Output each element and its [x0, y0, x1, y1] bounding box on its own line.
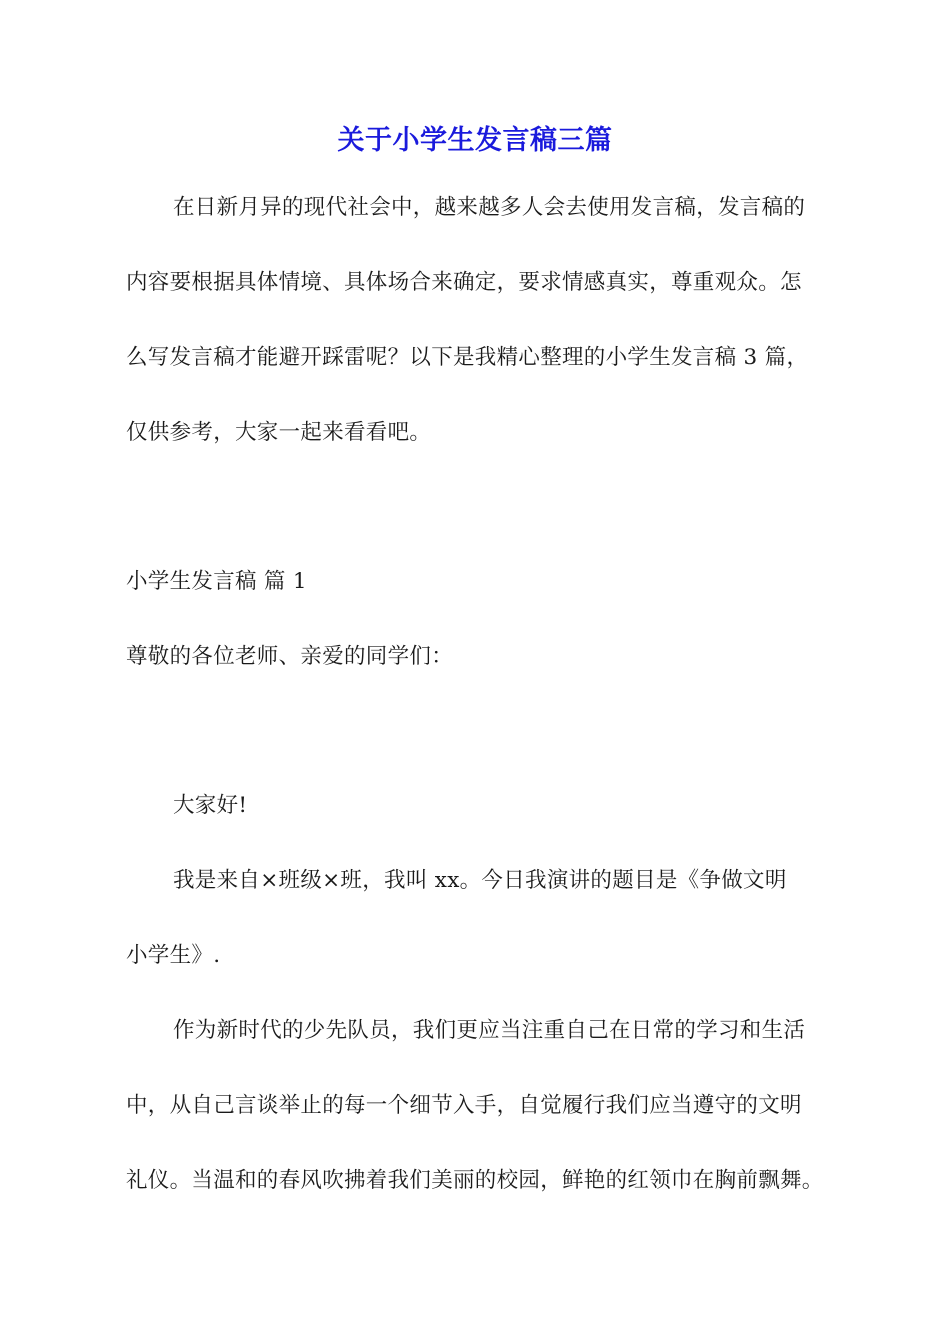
document-title: 关于小学生发言稿三篇: [337, 125, 613, 156]
section-heading: 小学生发言稿 篇 1: [126, 569, 307, 594]
intro-line-3: 么写发言稿才能避开踩雷呢？以下是我精心整理的小学生发言稿 3 篇，: [126, 345, 809, 370]
intro-line-1: 在日新月异的现代社会中，越来越多人会去使用发言稿，发言稿的: [173, 195, 806, 220]
body-line-1: 我是来自×班级×班，我叫 xx。今日我演讲的题目是《争做文明: [173, 868, 787, 893]
body-line-5: 礼仪。当温和的春风吹拂着我们美丽的校园，鲜艳的红领巾在胸前飘舞。: [126, 1168, 824, 1193]
intro-line-2: 内容要根据具体情境、具体场合来确定，要求情感真实，尊重观众。怎: [126, 270, 802, 295]
intro-line-4: 仅供参考，大家一起来看看吧。: [126, 420, 432, 445]
body-line-4: 中，从自己言谈举止的每一个细节入手，自觉履行我们应当遵守的文明: [126, 1093, 802, 1118]
body-line-2: 小学生》.: [126, 943, 221, 968]
greeting: 大家好!: [173, 793, 248, 818]
salutation: 尊敬的各位老师、亲爱的同学们：: [126, 644, 454, 669]
body-line-3: 作为新时代的少先队员，我们更应当注重自己在日常的学习和生活: [173, 1018, 806, 1043]
